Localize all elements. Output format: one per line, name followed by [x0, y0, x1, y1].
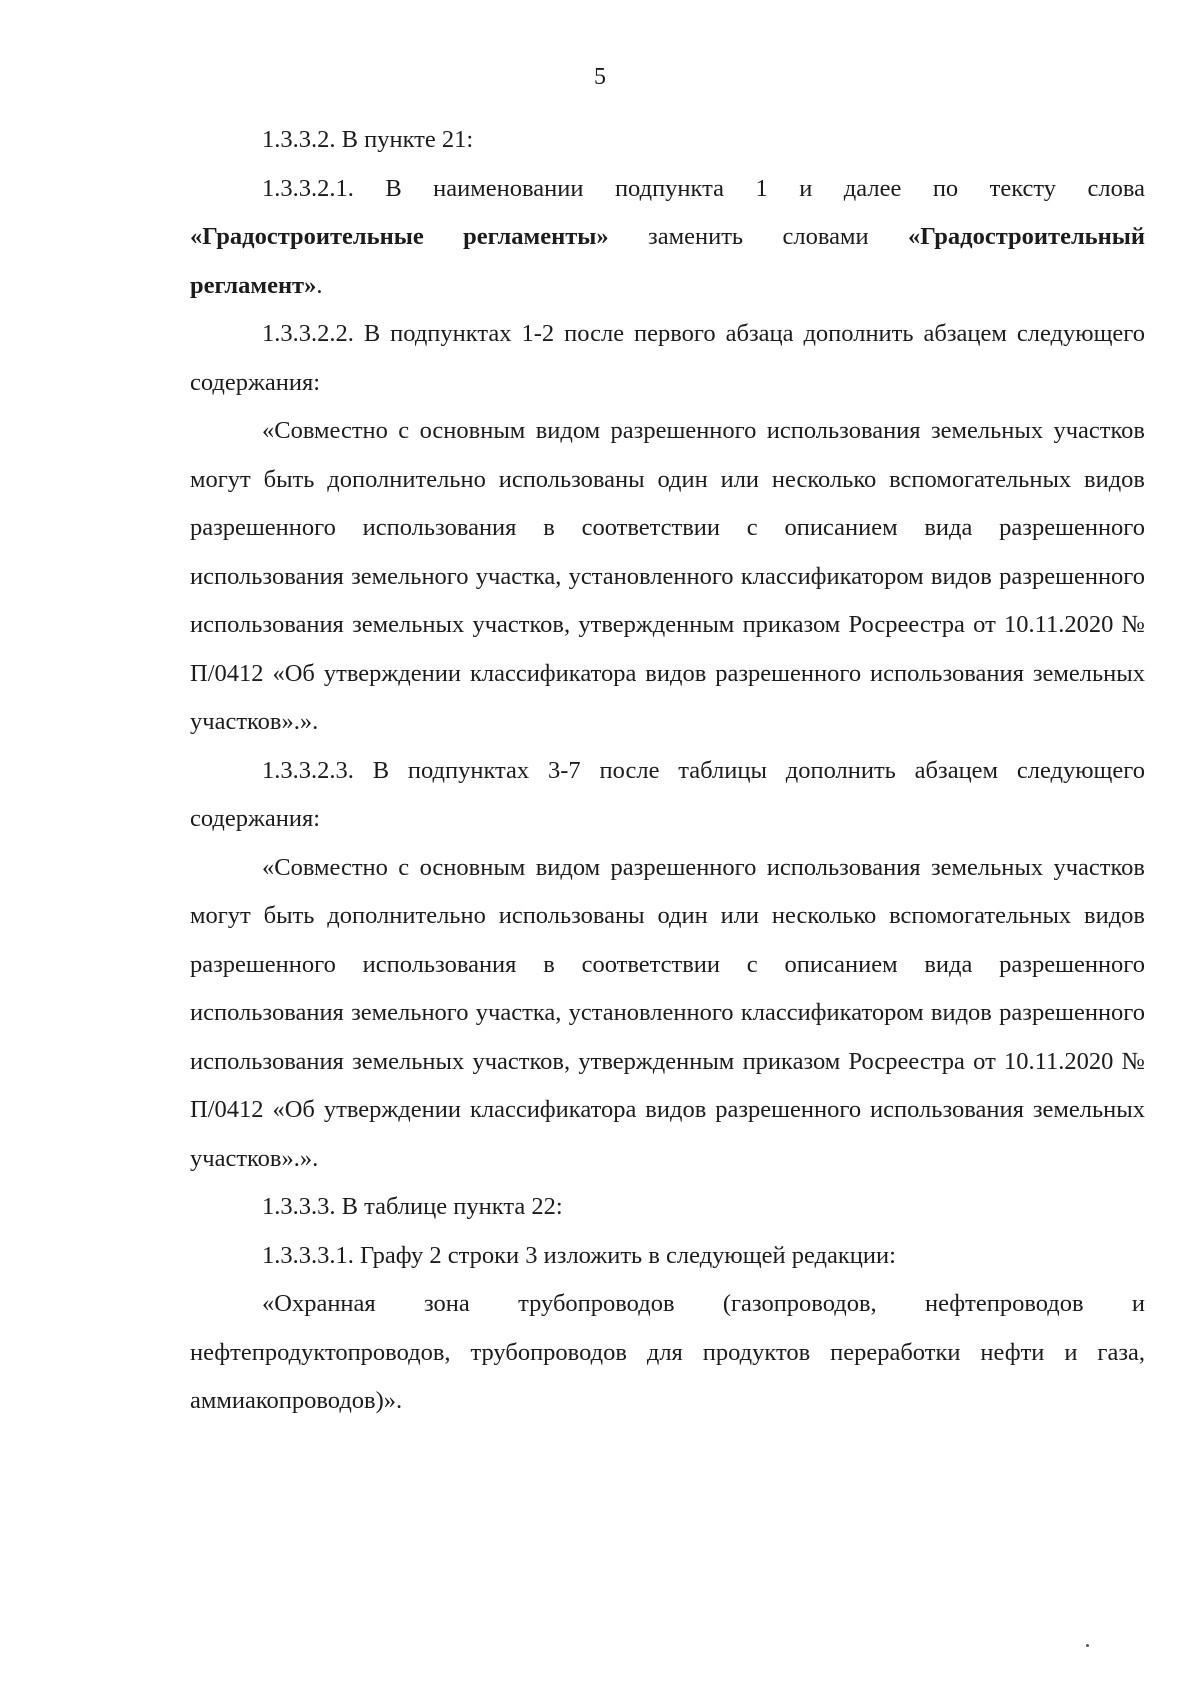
scan-speck: [1086, 1644, 1089, 1647]
page-number: 5: [594, 64, 606, 90]
paragraph-1-3-3-2-3: 1.3.3.2.3. В подпунктах 3-7 после таблицы дополнить абзацем следующего содержания:: [190, 756, 1145, 832]
paragraph-text: 1.3.3.2.1. В наименовании подпункта 1 и далее по тексту слова: [262, 174, 1145, 202]
paragraph-1-3-3-3-1: 1.3.3.3.1. Графу 2 строки 3 изложить в следующей редакции:: [262, 1241, 896, 1269]
quoted-insert-paragraph-1: «Совместно с основным видом разрешенного использования земельных участков могут быть дополнительно использованы один или несколько вспомогательных видов разрешенного использования в соответствии с описанием вида разрешенного использования земельного участка, установленного классификатором видов разрешенного использования земельных участков, утвержденным приказом Росреестра от 10.11.2020 № П/0412 «Об утверждении классификатора видов разрешенного использования земельных участков».».: [190, 417, 1145, 735]
paragraph-1-3-3-2-2: 1.3.3.2.2. В подпунктах 1-2 после первого абзаца дополнить абзацем следующего содержания:: [190, 320, 1145, 396]
quoted-insert-paragraph-2: «Совместно с основным видом разрешенного использования земельных участков могут быть дополнительно использованы один или несколько вспомогательных видов разрешенного использования в соответствии с описанием вида разрешенного использования земельного участка, установленного классификатором видов разрешенного использования земельных участков, утвержденным приказом Росреестра от 10.11.2020 № П/0412 «Об утверждении классификатора видов разрешенного использования земельных участков».».: [190, 853, 1145, 1172]
document-body: [190, 116, 1145, 1426]
quoted-insert-paragraph-3: «Охранная зона трубопроводов (газопроводов, нефтепроводов и нефтепродуктопроводов, трубопроводов для продуктов переработки нефти и газа, аммиакопроводов)».: [190, 1290, 1145, 1414]
paragraph-1-3-3-2-1: [190, 165, 1145, 311]
paragraph-text: заменить словами: [608, 223, 909, 250]
paragraph-1-3-3-2: 1.3.3.2. В пункте 21:: [262, 126, 474, 153]
paragraph-text: .: [316, 271, 323, 299]
bold-quoted-term-old: «Градостроительные регламенты»: [190, 223, 609, 250]
paragraph-1-3-3-3: 1.3.3.3. В таблице пункта 22:: [262, 1193, 563, 1220]
bold-quoted-term-new: «Градостроительный регламент»: [190, 223, 1146, 299]
